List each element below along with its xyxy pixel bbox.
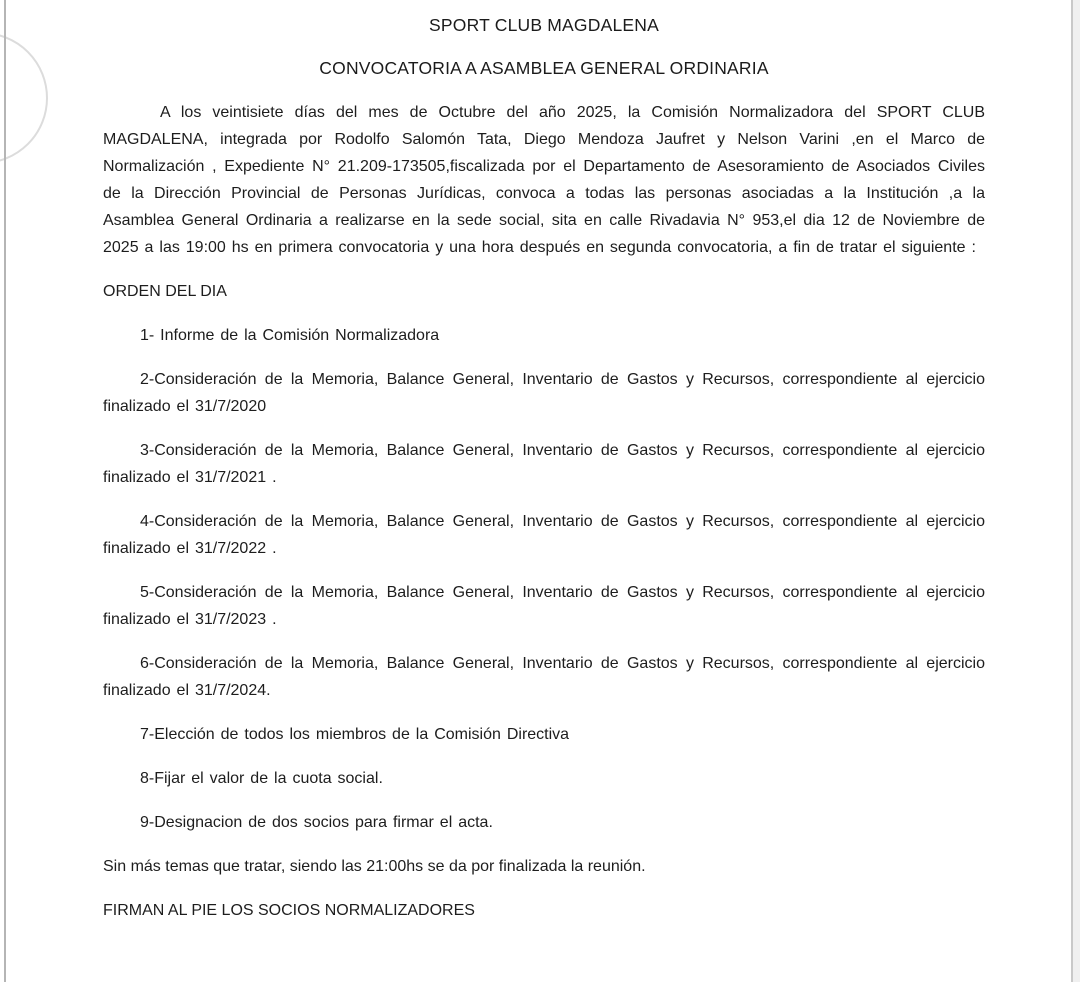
agenda-heading: ORDEN DEL DIA xyxy=(103,283,227,300)
agenda-item-8: 8-Fijar el valor de la cuota social. xyxy=(140,770,383,787)
agenda-item-9: 9-Designacion de dos socios para firmar el acta. xyxy=(140,814,493,831)
agenda-item-2: 2-Consideración de la Memoria, Balance General, Inventario de Gastos y Recursos, correspondiente al ejercicio finalizado el 31/7/2020 xyxy=(103,371,985,415)
agenda-item-3: 3-Consideración de la Memoria, Balance General, Inventario de Gastos y Recursos, correspondiente al ejercicio finalizado el 31/7/2021 . xyxy=(103,442,985,486)
document-subtitle: CONVOCATORIA A ASAMBLEA GENERAL ORDINARIA xyxy=(319,58,769,78)
agenda-item-6: 6-Consideración de la Memoria, Balance General, Inventario de Gastos y Recursos, correspondiente al ejercicio finalizado el 31/7/2024. xyxy=(103,655,985,699)
signature-line: FIRMAN AL PIE LOS SOCIOS NORMALIZADORES xyxy=(103,902,475,919)
agenda-item-4: 4-Consideración de la Memoria, Balance General, Inventario de Gastos y Recursos, correspondiente al ejercicio finalizado el 31/7/2022 . xyxy=(103,513,985,557)
agenda-item-1: 1- Informe de la Comisión Normalizadora xyxy=(140,327,440,344)
agenda-item-7: 7-Elección de todos los miembros de la Comisión Directiva xyxy=(140,726,570,743)
document-title: SPORT CLUB MAGDALENA xyxy=(429,15,659,35)
intro-paragraph: A los veintisiete días del mes de Octubre del año 2025, la Comisión Normalizadora del SPORT CLUB MAGDALENA, integrada por Rodolfo Salomón Tata, Diego Mendoza Jaufret y Nelson Varini ,en el Marco de Normalización , Expediente N° 21.209-173505,fiscalizada por el Departamento de Asesoramiento de Asociados Civiles de la Dirección Provincial de Personas Jurídicas, convoca a todas las personas asociadas a la Institución ,a la Asamblea General Ordinaria a realizarse en la sede social, sita en calle Rivadavia N° 953,el dia 12 de Noviembre de 2025 a las 19:00 hs en primera convocatoria y una hora después en segunda convocatoria, a fin de tratar el siguiente : xyxy=(103,104,985,256)
closing-paragraph: Sin más temas que tratar, siendo las 21:00hs se da por finalizada la reunión. xyxy=(103,858,646,875)
agenda-item-5: 5-Consideración de la Memoria, Balance General, Inventario de Gastos y Recursos, correspondiente al ejercicio finalizado el 31/7/2023 . xyxy=(103,584,985,628)
